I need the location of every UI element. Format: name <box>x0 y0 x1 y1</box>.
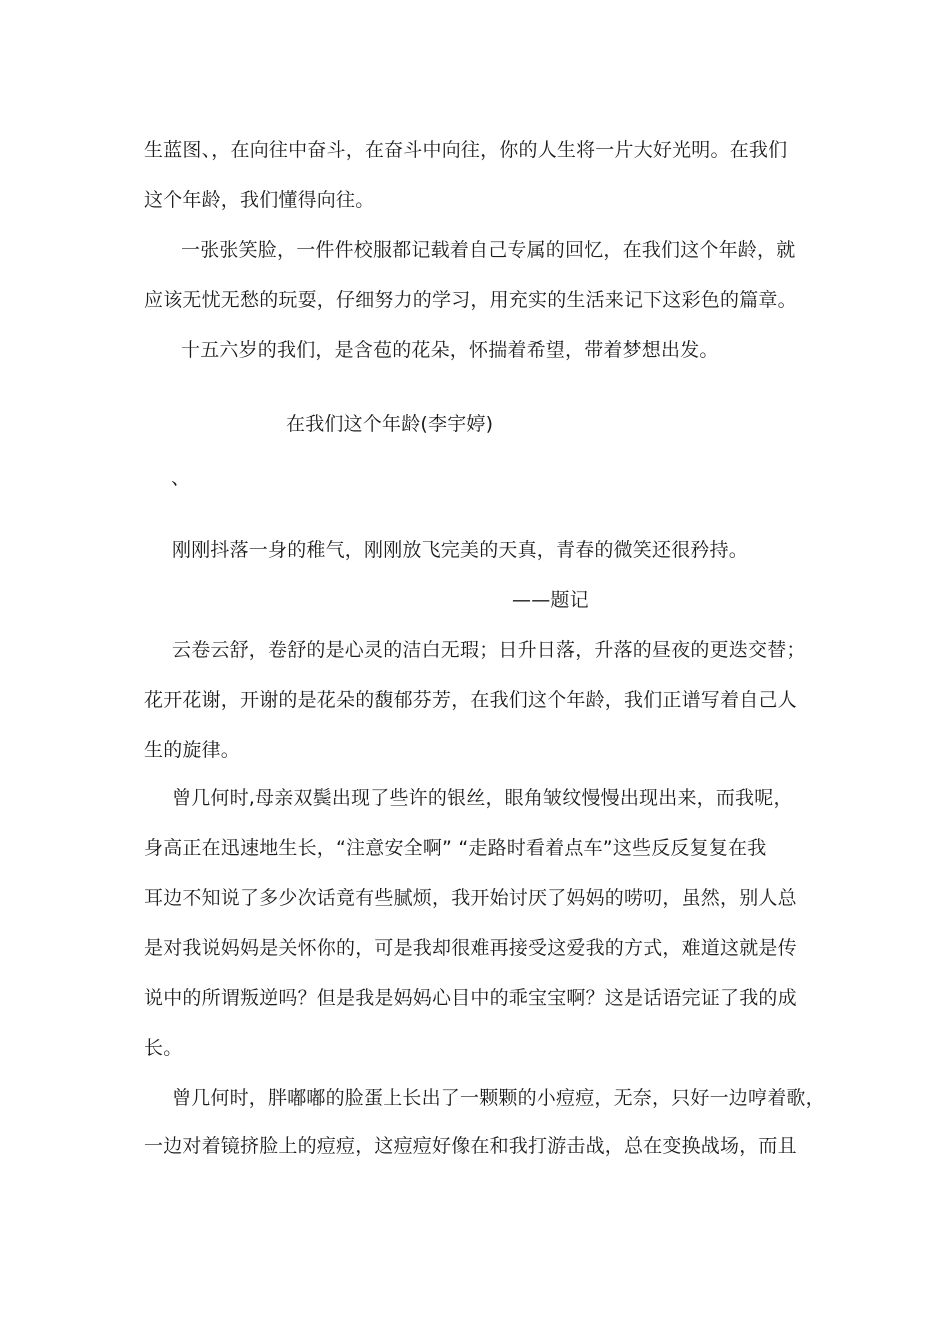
paragraph-line: 生蓝图、，在向往中奋斗，在奋斗中向往，你的人生将一片大好光明。在我们 <box>144 139 788 161</box>
paragraph-line: 曾几何时,母亲双鬓出现了些许的银丝，眼角皱纹慢慢出现出来，而我呢， <box>172 787 793 809</box>
paragraph-line: 身高正在迅速地生长，“注意安全啊” “走路时看着点车”这些反反复复在我 <box>144 837 767 859</box>
paragraph-line: 说中的所谓叛逆吗？但是我是妈妈心目中的乖宝宝啊？这是话语完证了我的成 <box>144 987 797 1009</box>
paragraph-line: 耳边不知说了多少次话竟有些腻烦，我开始讨厌了妈妈的唠叨，虽然，别人总 <box>144 887 797 909</box>
stray-mark: 、 <box>171 467 191 489</box>
paragraph-line: 十五六岁的我们，是含苞的花朵，怀揣着希望，带着梦想出发。 <box>181 339 719 361</box>
paragraph-line: 是对我说妈妈是关怀你的，可是我却很难再接受这爱我的方式，难道这就是传 <box>144 937 797 959</box>
paragraph-line: 长。 <box>144 1037 183 1059</box>
paragraph-line: 花开花谢，开谢的是花朵的馥郁芬芳，在我们这个年龄，我们正谱写着自己人 <box>144 689 797 711</box>
paragraph-line: 生的旋律。 <box>144 739 241 761</box>
paragraph-line: 云卷云舒，卷舒的是心灵的洁白无瑕；日升日落，升落的昼夜的更迭交替； <box>172 639 806 661</box>
paragraph-line: 曾几何时，胖嘟嘟的脸蛋上长出了一颗颗的小痘痘，无奈，只好一边哼着歌， <box>172 1087 825 1109</box>
epigraph: 刚刚抖落一身的稚气，刚刚放飞完美的天真，青春的微笑还很矜持。 <box>172 539 749 561</box>
paragraph-line: 这个年龄，我们懂得向往。 <box>144 189 375 211</box>
paragraph-line: 应该无忧无愁的玩耍，仔细努力的学习，用充实的生活来记下这彩色的篇章。 <box>144 289 797 311</box>
paragraph-line: 一张张笑脸，一件件校服都记载着自己专属的回忆，在我们这个年龄，就 <box>181 239 796 261</box>
paragraph-line: 一边对着镜挤脸上的痘痘，这痘痘好像在和我打游击战，总在变换战场，而且 <box>144 1135 797 1157</box>
epigraph-attribution: ——题记 <box>512 589 589 611</box>
essay-title: 在我们这个年龄(李宇婷) <box>286 413 494 435</box>
